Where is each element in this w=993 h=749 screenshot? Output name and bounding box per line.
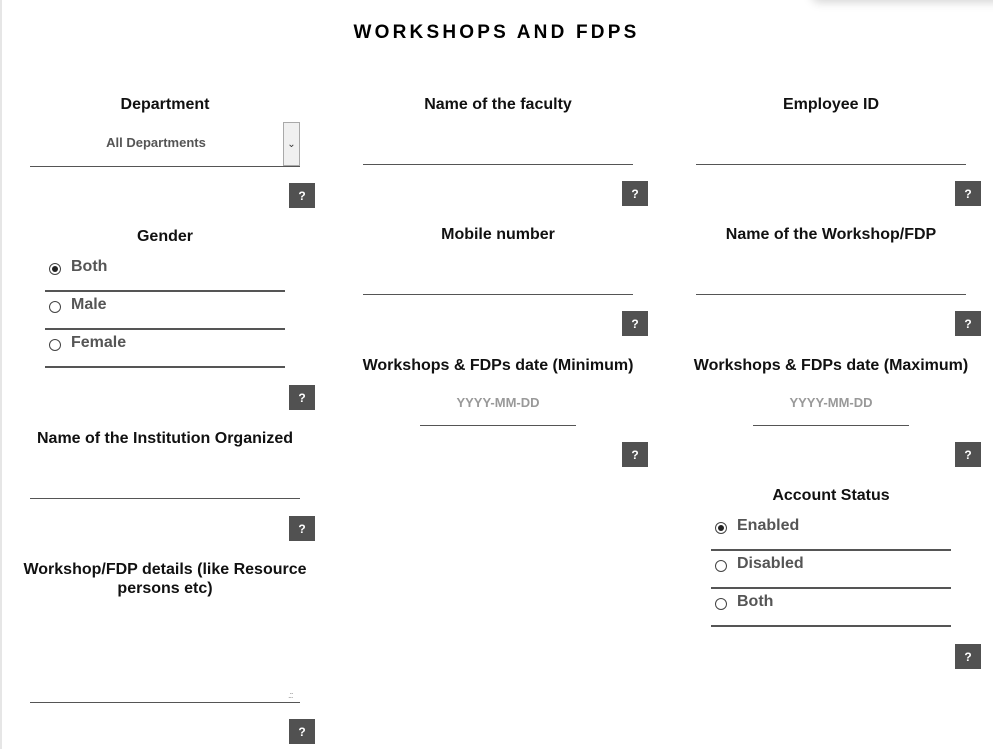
radio-underline [45, 366, 285, 368]
chevron-down-icon[interactable]: ⌄ [283, 122, 300, 166]
employee-id-underline [696, 164, 966, 165]
date-max-label: Workshops & FDPs date (Maximum) [693, 357, 969, 374]
resize-handle-icon[interactable]: .:: [288, 690, 293, 700]
radio-underline [711, 625, 951, 627]
account-status-help-button[interactable]: ? [955, 644, 981, 669]
institution-help-button[interactable]: ? [289, 516, 315, 541]
mobile-underline [363, 294, 633, 295]
account-status-option-enabled[interactable] [711, 513, 951, 551]
gender-option-both[interactable] [45, 254, 285, 292]
account-status-option-disabled[interactable] [711, 551, 951, 589]
radio-icon[interactable] [49, 301, 61, 313]
details-help-button[interactable]: ? [289, 719, 315, 744]
account-status-option-label: Both [737, 593, 774, 610]
page-title: WORKSHOPS AND FDPS [353, 22, 640, 43]
details-textarea[interactable] [30, 605, 300, 702]
employee-id-help-button[interactable]: ? [955, 181, 981, 206]
workshop-name-input[interactable] [696, 254, 966, 294]
account-status-option-label: Enabled [737, 517, 800, 534]
faculty-name-label: Name of the faculty [424, 96, 572, 113]
page-left-border [0, 0, 2, 749]
account-status-label: Account Status [772, 487, 890, 504]
gender-option-label: Both [71, 258, 108, 275]
radio-checked-icon[interactable] [49, 263, 61, 275]
date-min-help-button[interactable]: ? [622, 442, 648, 467]
date-min-placeholder: YYYY-MM-DD [456, 395, 540, 410]
gender-option-label: Female [71, 334, 127, 351]
workshop-name-help-button[interactable]: ? [955, 311, 981, 336]
date-min-underline [420, 425, 576, 426]
mobile-label: Mobile number [441, 226, 555, 243]
gender-option-male[interactable] [45, 292, 285, 330]
date-min-label: Workshops & FDPs date (Minimum) [362, 357, 634, 374]
date-max-input[interactable] [753, 388, 909, 425]
department-select[interactable] [30, 122, 300, 166]
details-label: Workshop/FDP details (like Resource persons etc) [23, 561, 307, 597]
gender-option-label: Male [71, 296, 107, 313]
radio-icon[interactable] [715, 560, 727, 572]
institution-label: Name of the Institution Organized [36, 430, 293, 447]
account-status-option-both[interactable] [711, 589, 951, 627]
department-label: Department [120, 96, 210, 113]
gender-option-female[interactable] [45, 330, 285, 368]
date-max-placeholder: YYYY-MM-DD [789, 395, 873, 410]
institution-underline [30, 498, 300, 499]
radio-icon[interactable] [49, 339, 61, 351]
faculty-name-underline [363, 164, 633, 165]
employee-id-label: Employee ID [782, 96, 880, 113]
gender-help-button[interactable]: ? [289, 385, 315, 410]
date-max-underline [753, 425, 909, 426]
institution-input[interactable] [30, 460, 300, 498]
details-underline [30, 702, 300, 703]
faculty-name-help-button[interactable]: ? [622, 181, 648, 206]
department-selected-value: All Departments [106, 135, 206, 150]
date-min-input[interactable] [420, 388, 576, 425]
department-underline [30, 166, 300, 167]
date-max-help-button[interactable]: ? [955, 442, 981, 467]
mobile-input[interactable] [363, 254, 633, 294]
faculty-name-input[interactable] [363, 124, 633, 164]
workshop-name-label: Name of the Workshop/FDP [725, 226, 937, 243]
account-status-option-label: Disabled [737, 555, 804, 572]
mobile-help-button[interactable]: ? [622, 311, 648, 336]
department-help-button[interactable]: ? [289, 183, 315, 208]
workshop-name-underline [696, 294, 966, 295]
radio-icon[interactable] [715, 598, 727, 610]
employee-id-input[interactable] [696, 124, 966, 164]
gender-label: Gender [136, 228, 193, 245]
radio-checked-icon[interactable] [715, 522, 727, 534]
